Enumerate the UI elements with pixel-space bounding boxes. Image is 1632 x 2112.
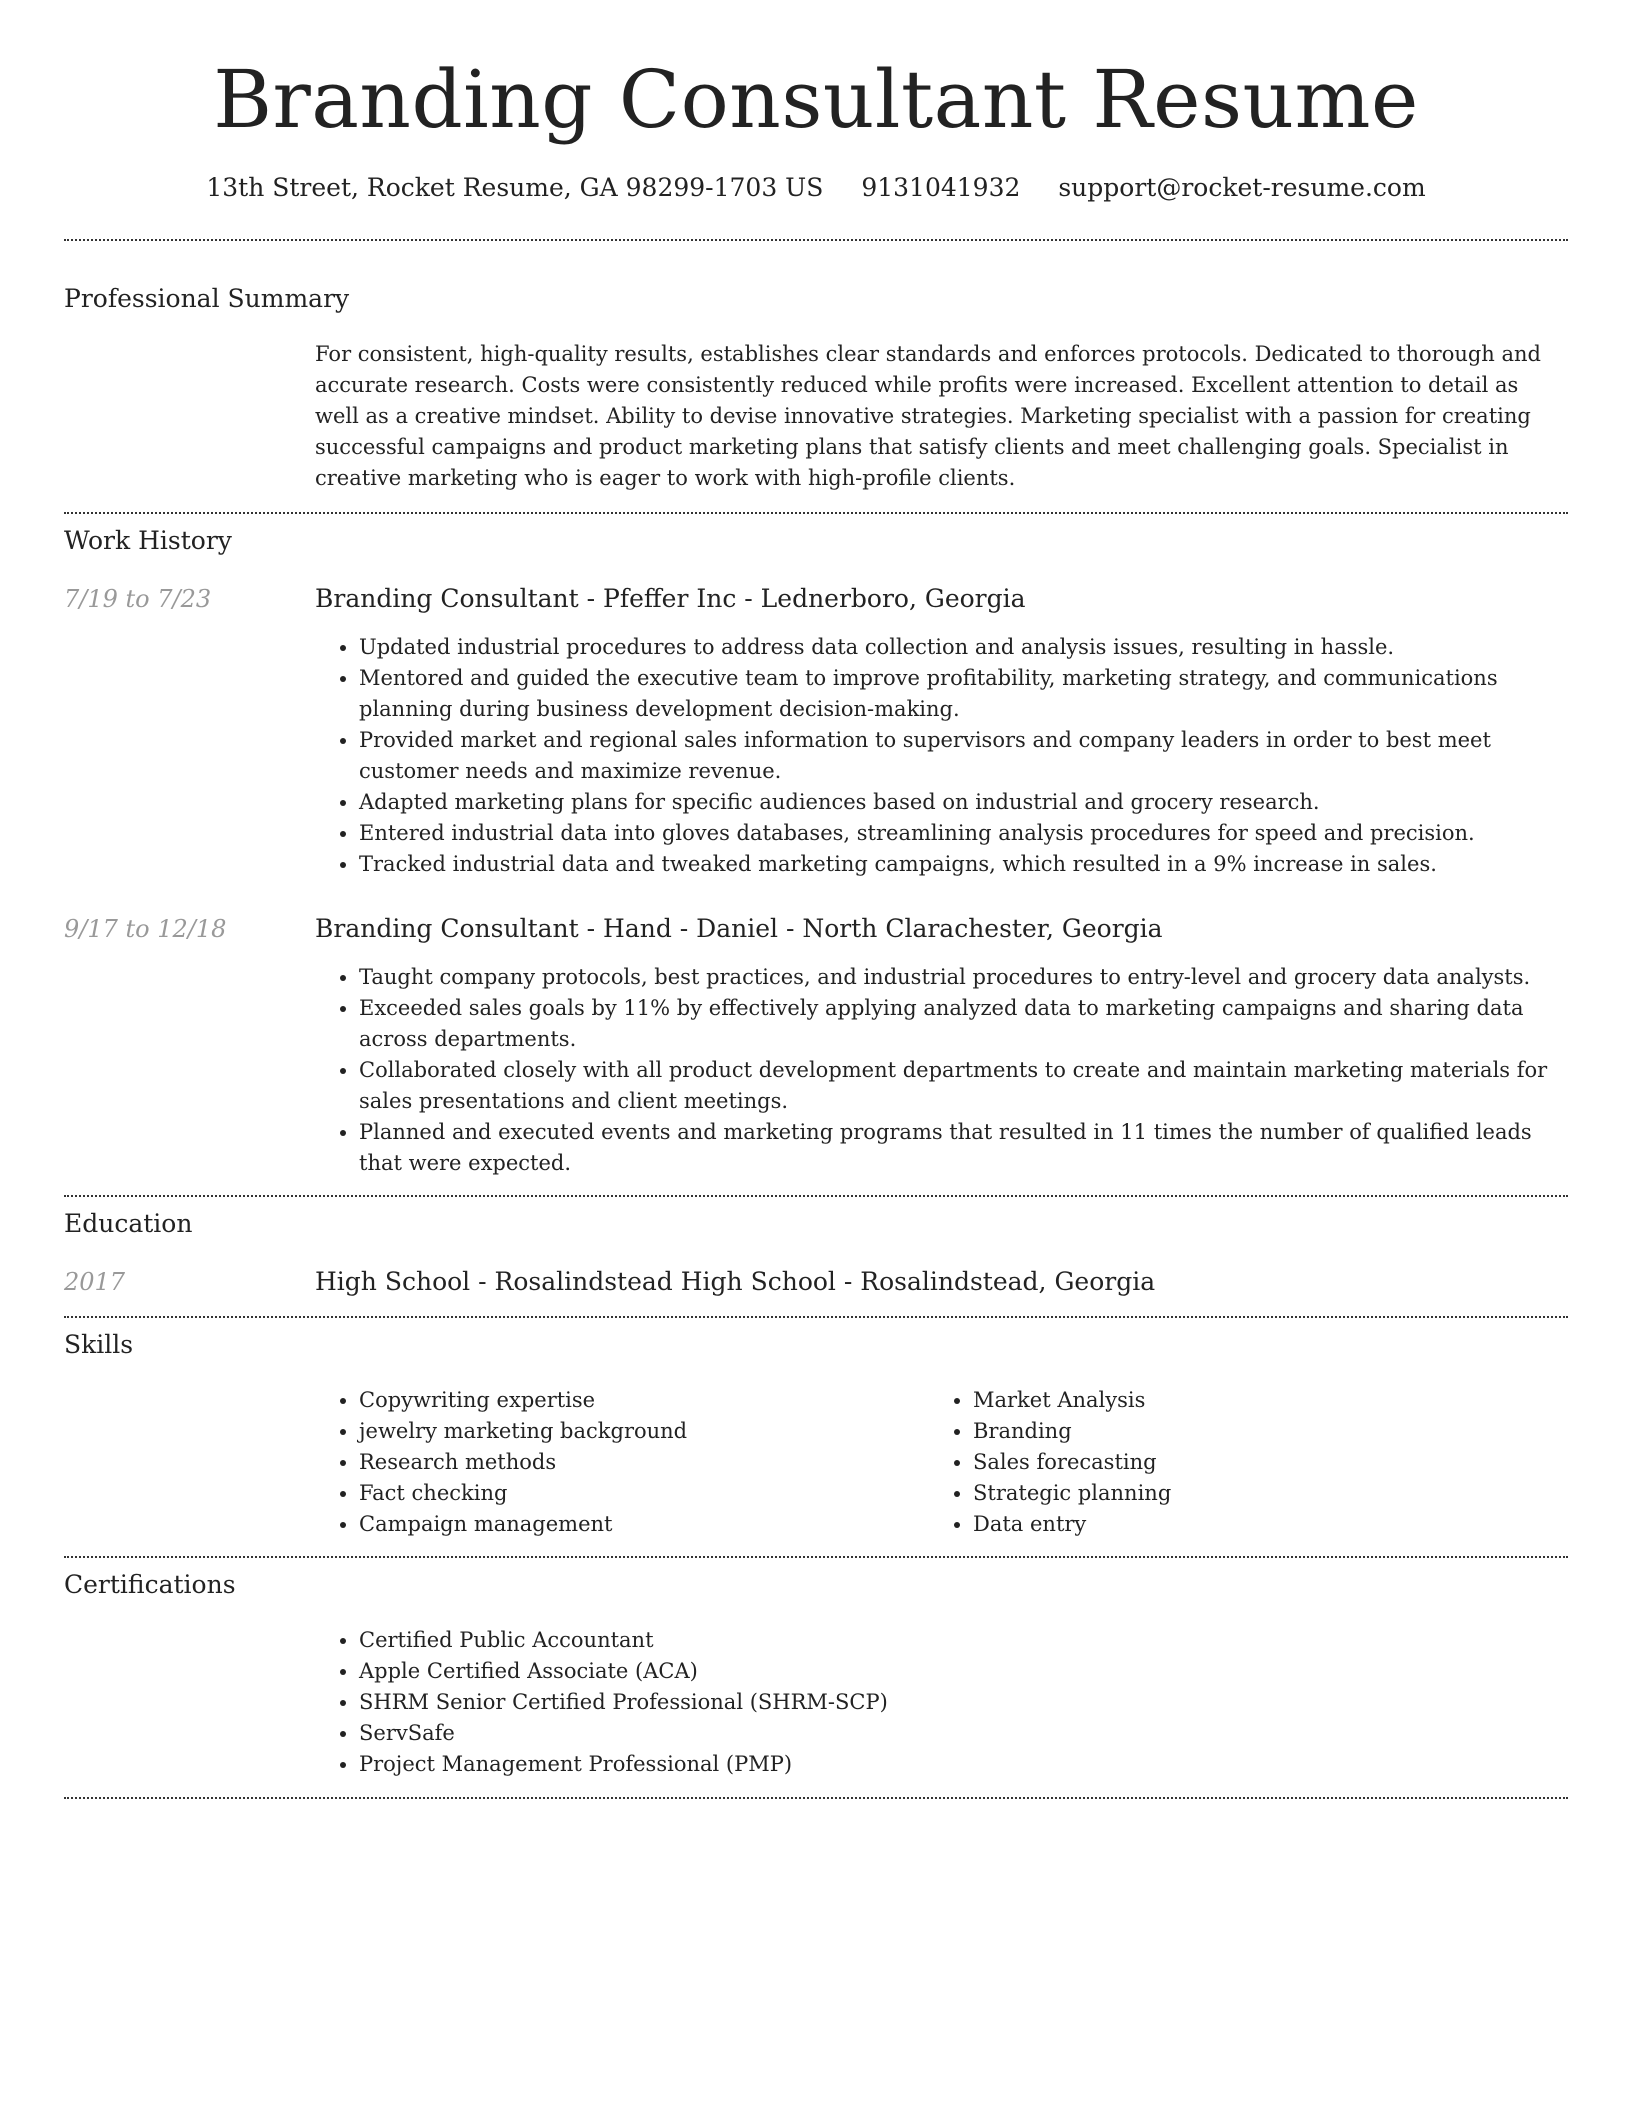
job-bullets bbox=[315, 962, 1568, 1179]
section-title-work-history: Work History bbox=[64, 526, 232, 555]
section-title-certifications: Certifications bbox=[64, 1570, 236, 1599]
list-item: • Provided market and regional sales information to supervisors and company leaders in order to best meet customer needs and maximize revenue. bbox=[359, 725, 1568, 787]
section-title-summary: Professional Summary bbox=[64, 284, 350, 313]
divider bbox=[64, 1556, 1568, 1558]
skills-list-right bbox=[929, 1385, 1543, 1540]
list-item: • Updated industrial procedures to address data collection and analysis issues, resulting in hassle. bbox=[359, 632, 1568, 663]
list-item: • Apple Certified Associate (ACA) bbox=[359, 1656, 1568, 1687]
education-year: 2017 bbox=[64, 1268, 126, 1296]
list-item: • Branding bbox=[973, 1416, 1543, 1447]
divider bbox=[64, 1797, 1568, 1799]
contact-email: support@rocket-resume.com bbox=[1058, 173, 1426, 202]
education-detail: High School - Rosalindstead High School - Rosalindstead, Georgia bbox=[315, 1267, 1156, 1296]
list-item: • Market Analysis bbox=[973, 1385, 1543, 1416]
list-item: • Strategic planning bbox=[973, 1478, 1543, 1509]
list-item: • ServSafe bbox=[359, 1718, 1568, 1749]
list-item: • SHRM Senior Certified Professional (SHRM-SCP) bbox=[359, 1687, 1568, 1718]
contact-address: 13th Street, Rocket Resume, GA 98299-1703 US bbox=[206, 173, 824, 202]
list-item: • Copywriting expertise bbox=[359, 1385, 929, 1416]
list-item: • Planned and executed events and marketing programs that resulted in 11 times the number of qualified leads that were expected. bbox=[359, 1117, 1568, 1179]
job-dates: 7/19 to 7/23 bbox=[64, 585, 212, 613]
contact-line bbox=[0, 170, 1632, 206]
list-item: • jewelry marketing background bbox=[359, 1416, 929, 1447]
resume-title: Branding Consultant Resume bbox=[213, 53, 1419, 146]
divider bbox=[64, 239, 1568, 241]
list-item: • Campaign management bbox=[359, 1509, 929, 1540]
job-title: Branding Consultant - Pfeffer Inc - Lednerboro, Georgia bbox=[315, 584, 1026, 613]
list-item: • Fact checking bbox=[359, 1478, 929, 1509]
certifications-list bbox=[315, 1625, 1568, 1780]
job-dates: 9/17 to 12/18 bbox=[64, 915, 227, 943]
list-item: • Taught company protocols, best practices, and industrial procedures to entry-level and grocery data analysts. bbox=[359, 962, 1568, 993]
job-title: Branding Consultant - Hand - Daniel - North Clarachester, Georgia bbox=[315, 914, 1163, 943]
list-item: • Tracked industrial data and tweaked marketing campaigns, which resulted in a 9% increase in sales. bbox=[359, 849, 1568, 880]
list-item: • Sales forecasting bbox=[973, 1447, 1543, 1478]
section-title-education: Education bbox=[64, 1209, 193, 1238]
skills-list-left bbox=[315, 1385, 929, 1540]
divider bbox=[64, 1195, 1568, 1197]
section-title-skills: Skills bbox=[64, 1330, 134, 1359]
list-item: • Collaborated closely with all product development departments to create and maintain marketing materials for sales presentations and client meetings. bbox=[359, 1055, 1568, 1117]
list-item: • Adapted marketing plans for specific audiences based on industrial and grocery research. bbox=[359, 787, 1568, 818]
divider bbox=[64, 512, 1568, 514]
list-item: • Certified Public Accountant bbox=[359, 1625, 1568, 1656]
list-item: • Entered industrial data into gloves databases, streamlining analysis procedures for speed and precision. bbox=[359, 818, 1568, 849]
list-item: • Project Management Professional (PMP) bbox=[359, 1749, 1568, 1780]
list-item: • Exceeded sales goals by 11% by effectively applying analyzed data to marketing campaigns and sharing data across departments. bbox=[359, 993, 1568, 1055]
job-bullets bbox=[315, 632, 1568, 880]
summary-text: For consistent, high-quality results, establishes clear standards and enforces protocols. Dedicated to thorough and accurate research. Costs were consistently reduced while profits were increased. Excellent attention to detail as well as a creative mindset. Ability to devise innovative strategies. Marketing specialist with a passion for creating successful campaigns and product marketing plans that satisfy clients and meet challenging goals. Specialist in creative marketing who is eager to work with high-profile clients. bbox=[315, 342, 1541, 490]
list-item: • Mentored and guided the executive team to improve profitability, marketing strategy, and communications planning during business development decision-making. bbox=[359, 663, 1568, 725]
divider bbox=[64, 1316, 1568, 1318]
contact-phone: 9131041932 bbox=[861, 173, 1021, 202]
list-item: • Data entry bbox=[973, 1509, 1543, 1540]
list-item: • Research methods bbox=[359, 1447, 929, 1478]
